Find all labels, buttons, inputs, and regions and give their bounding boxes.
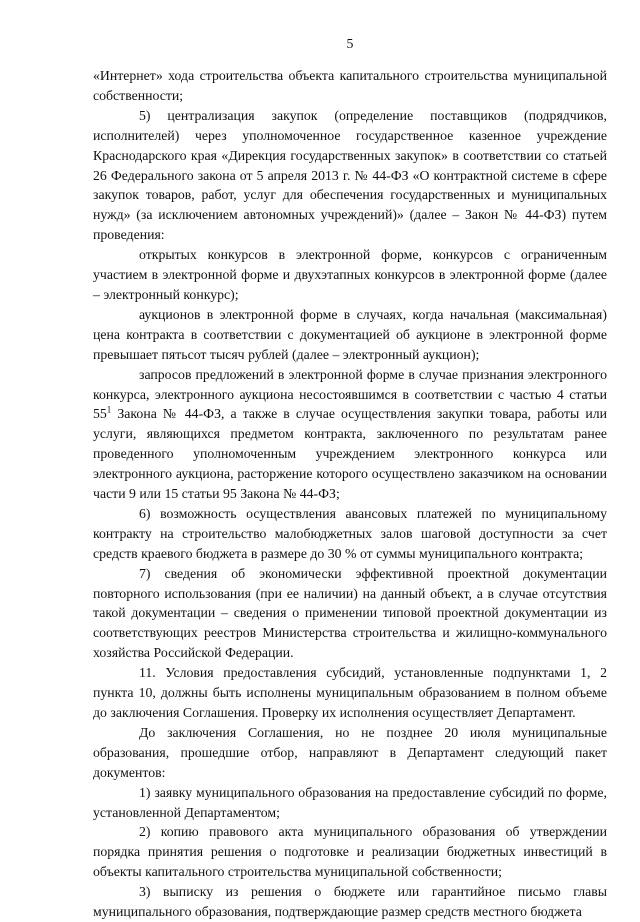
paragraph-intro-continuation: «Интернет» хода строительства объекта капитального строительства муниципальной собственности;	[93, 68, 607, 103]
paragraph-proposal-requests-part-2: Закона № 44-ФЗ, а также в случае осуществления закупки товара, работы или услуги, являющихся предметом контракта, заключенного по результатам ранее проведенного уполномоченным учреждением электронного конкурса или электронного аукциона, расторжение которого осуществлено заказчиком на основании части 9 или 15 статьи 95 Закона № 44-ФЗ;	[93, 406, 607, 502]
paragraph-doc-item-3: 3) выписку из решения о бюджете или гарантийное письмо главы муниципального образования, подтверждающие размер средств местного бюджета	[93, 884, 607, 920]
paragraph-doc-item-1: 1) заявку муниципального образования на предоставление субсидий по форме, установленной Департаментом;	[93, 784, 607, 820]
paragraph-item-5: 5) централизация закупок (определение поставщиков (подрядчиков, исполнителей) через уполномоченное государственное казенное учреждение Краснодарского края «Дирекция государственных закупок» в соответствии со статьей 26 Федерального закона от 5 апреля 2013 г. № 44-ФЗ «О контрактной системе в сфере закупок товаров, работ, услуг для обеспечения государственных и муниципальных нужд» (за исключением автономных учреждений)» (далее – Закон № 44-ФЗ) путем проведения:	[93, 107, 607, 243]
paragraph-item-6: 6) возможность осуществления авансовых платежей по муниципальному контракту на строительство малобюджетных залов шаговой доступности за счет средств краевого бюджета в размере до 30 % от суммы муниципального контракта;	[93, 505, 607, 561]
page-number: 5	[346, 36, 354, 51]
paragraph-item-7: 7) сведения об экономически эффективной проектной документации повторного использования (при ее наличии) на данный объект, а в случае отсутствия такой документации – сведения о применении типовой проектной документации из соответствующих реестров Министерства строительства и жилищно-коммунального хозяйства Российской Федерации.	[93, 565, 607, 661]
paragraph-proposal-requests	[93, 365, 607, 504]
paragraph-proposal-requests-part-1: запросов предложений в электронной форме в случае признания электронного конкурса, электронного аукциона несостоявшимся в соответствии с частью 4 статьи 55	[93, 366, 607, 422]
paragraph-documents-package: До заключения Соглашения, но не позднее 20 июля муниципальные образования, прошедшие отбор, направляют в Департамент следующий пакет документов:	[93, 724, 607, 780]
paragraph-section-11: 11. Условия предоставления субсидий, установленные подпунктами 1, 2 пункта 10, должны быть исполнены муниципальным образованием в полном объеме до заключения Соглашения. Проверку их исполнения осуществляет Департамент.	[93, 665, 607, 720]
paragraph-electronic-auction: аукционов в электронной форме в случаях, когда начальная (максимальная) цена контракта в соответствии с документацией об аукционе в электронной форме превышает пятьсот тысяч рублей (далее – электронный аукцион);	[93, 306, 607, 362]
paragraph-doc-item-2: 2) копию правового акта муниципального образования об утверждении порядка принятия решения о подготовке и реализации бюджетных инвестиций в объекты капитального строительства муниципальной собственности;	[93, 824, 607, 880]
paragraph-electronic-contest: открытых конкурсов в электронной форме, конкурсов с ограниченным участием в электронной форме и двухэтапных конкурсов в электронной форме (далее – электронный конкурс);	[93, 247, 607, 302]
superscript-index: 1	[106, 404, 112, 415]
